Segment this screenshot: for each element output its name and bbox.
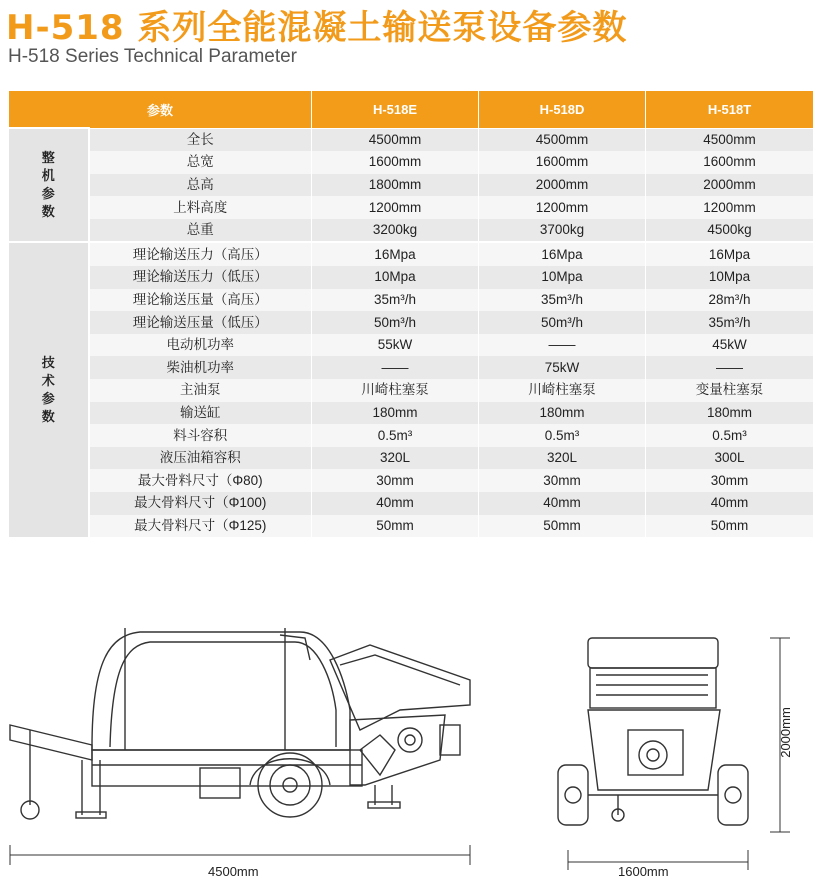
group-label (9, 242, 89, 537)
table-row (9, 289, 814, 312)
table-row (9, 151, 814, 174)
value-cell: —— (312, 356, 479, 379)
group-label-char: 参 (41, 186, 55, 202)
value-cell: 180mm (646, 402, 814, 425)
param-name-cell: 总宽 (89, 151, 312, 174)
value-cell: 2000mm (479, 174, 646, 197)
table-row (9, 379, 814, 402)
value-cell: 1200mm (312, 196, 479, 219)
table-row (9, 196, 814, 219)
value-cell: 4500mm (312, 128, 479, 151)
value-cell: 16Mpa (479, 242, 646, 266)
value-cell: 1600mm (646, 151, 814, 174)
param-name-cell: 最大骨料尺寸（Φ125) (89, 515, 312, 538)
value-cell: 75kW (479, 356, 646, 379)
value-cell: 40mm (479, 492, 646, 515)
param-name-cell: 柴油机功率 (89, 356, 312, 379)
dimension-drawings (0, 600, 821, 886)
value-cell: 55kW (312, 334, 479, 357)
value-cell: 4500mm (479, 128, 646, 151)
value-cell: 30mm (479, 469, 646, 492)
page-title: H-518 系列全能混凝土输送泵设备参数 (6, 8, 628, 48)
table-row (9, 469, 814, 492)
value-cell: 50mm (312, 515, 479, 538)
group-label (9, 128, 89, 242)
value-cell: 4500kg (646, 219, 814, 243)
value-cell: 40mm (646, 492, 814, 515)
side-view-drawing (0, 600, 540, 886)
value-cell: 16Mpa (646, 242, 814, 266)
param-name-cell: 最大骨料尺寸（Φ80) (89, 469, 312, 492)
value-cell: 320L (312, 447, 479, 470)
group-label-char: 参 (41, 391, 55, 407)
header-h518d: H-518D (479, 91, 646, 129)
value-cell: 30mm (646, 469, 814, 492)
param-name-cell: 理论输送压力（低压） (89, 266, 312, 289)
param-name-cell: 液压油箱容积 (89, 447, 312, 470)
param-name-cell: 理论输送压力（高压） (89, 242, 312, 266)
value-cell: 28m³/h (646, 289, 814, 312)
value-cell: 50m³/h (479, 311, 646, 334)
value-cell: 0.5m³ (479, 424, 646, 447)
param-name-cell: 料斗容积 (89, 424, 312, 447)
value-cell: 180mm (312, 402, 479, 425)
table-row (9, 334, 814, 357)
value-cell: 45kW (646, 334, 814, 357)
value-cell: 320L (479, 447, 646, 470)
value-cell: 1600mm (479, 151, 646, 174)
value-cell: —— (646, 356, 814, 379)
value-cell: 50m³/h (312, 311, 479, 334)
value-cell: 3700kg (479, 219, 646, 243)
table-row (9, 266, 814, 289)
param-name-cell: 总高 (89, 174, 312, 197)
value-cell: 40mm (312, 492, 479, 515)
side-length-label: 4500mm (208, 864, 259, 879)
value-cell: 川崎柱塞泵 (312, 379, 479, 402)
value-cell: 300L (646, 447, 814, 470)
table-row (9, 515, 814, 538)
value-cell: 2000mm (646, 174, 814, 197)
front-width-label: 1600mm (618, 864, 669, 879)
param-name-cell: 主油泵 (89, 379, 312, 402)
spec-table (8, 90, 814, 537)
value-cell: 1800mm (312, 174, 479, 197)
param-name-cell: 最大骨料尺寸（Φ100) (89, 492, 312, 515)
group-label-char: 数 (41, 204, 55, 220)
param-name-cell: 电动机功率 (89, 334, 312, 357)
param-name-cell: 理论输送压量（低压） (89, 311, 312, 334)
value-cell: 16Mpa (312, 242, 479, 266)
value-cell: 180mm (479, 402, 646, 425)
front-view-drawing (548, 600, 808, 886)
value-cell: 变量柱塞泵 (646, 379, 814, 402)
group-label-char: 数 (41, 409, 55, 425)
value-cell: 1200mm (646, 196, 814, 219)
value-cell: 35m³/h (479, 289, 646, 312)
param-name-cell: 上料高度 (89, 196, 312, 219)
table-row (9, 311, 814, 334)
group-label-char: 术 (41, 373, 55, 389)
page-subtitle: H-518 Series Technical Parameter (8, 46, 298, 67)
header-h518e: H-518E (312, 91, 479, 129)
table-row (9, 402, 814, 425)
value-cell: 3200kg (312, 219, 479, 243)
header-h518t: H-518T (646, 91, 814, 129)
value-cell: 10Mpa (479, 266, 646, 289)
value-cell: 35m³/h (312, 289, 479, 312)
value-cell: 10Mpa (646, 266, 814, 289)
table-row (9, 128, 814, 151)
group-label-char: 整 (41, 150, 55, 166)
param-name-cell: 输送缸 (89, 402, 312, 425)
group-label-char: 机 (41, 168, 55, 184)
table-row (9, 492, 814, 515)
param-name-cell: 全长 (89, 128, 312, 151)
value-cell: 50mm (646, 515, 814, 538)
value-cell: —— (479, 334, 646, 357)
value-cell: 0.5m³ (312, 424, 479, 447)
param-name-cell: 理论输送压量（高压） (89, 289, 312, 312)
value-cell: 30mm (312, 469, 479, 492)
table-row (9, 424, 814, 447)
value-cell: 10Mpa (312, 266, 479, 289)
value-cell: 50mm (479, 515, 646, 538)
table-row (9, 219, 814, 243)
table-row (9, 356, 814, 379)
value-cell: 1600mm (312, 151, 479, 174)
header-param: 参数 (9, 91, 312, 129)
front-height-label: 2000mm (777, 707, 793, 758)
table-row (9, 242, 814, 266)
param-name-cell: 总重 (89, 219, 312, 243)
value-cell: 0.5m³ (646, 424, 814, 447)
value-cell: 4500mm (646, 128, 814, 151)
value-cell: 川崎柱塞泵 (479, 379, 646, 402)
table-row (9, 447, 814, 470)
group-label-char: 技 (41, 355, 55, 371)
value-cell: 1200mm (479, 196, 646, 219)
table-header-row (9, 91, 814, 129)
table-row (9, 174, 814, 197)
value-cell: 35m³/h (646, 311, 814, 334)
